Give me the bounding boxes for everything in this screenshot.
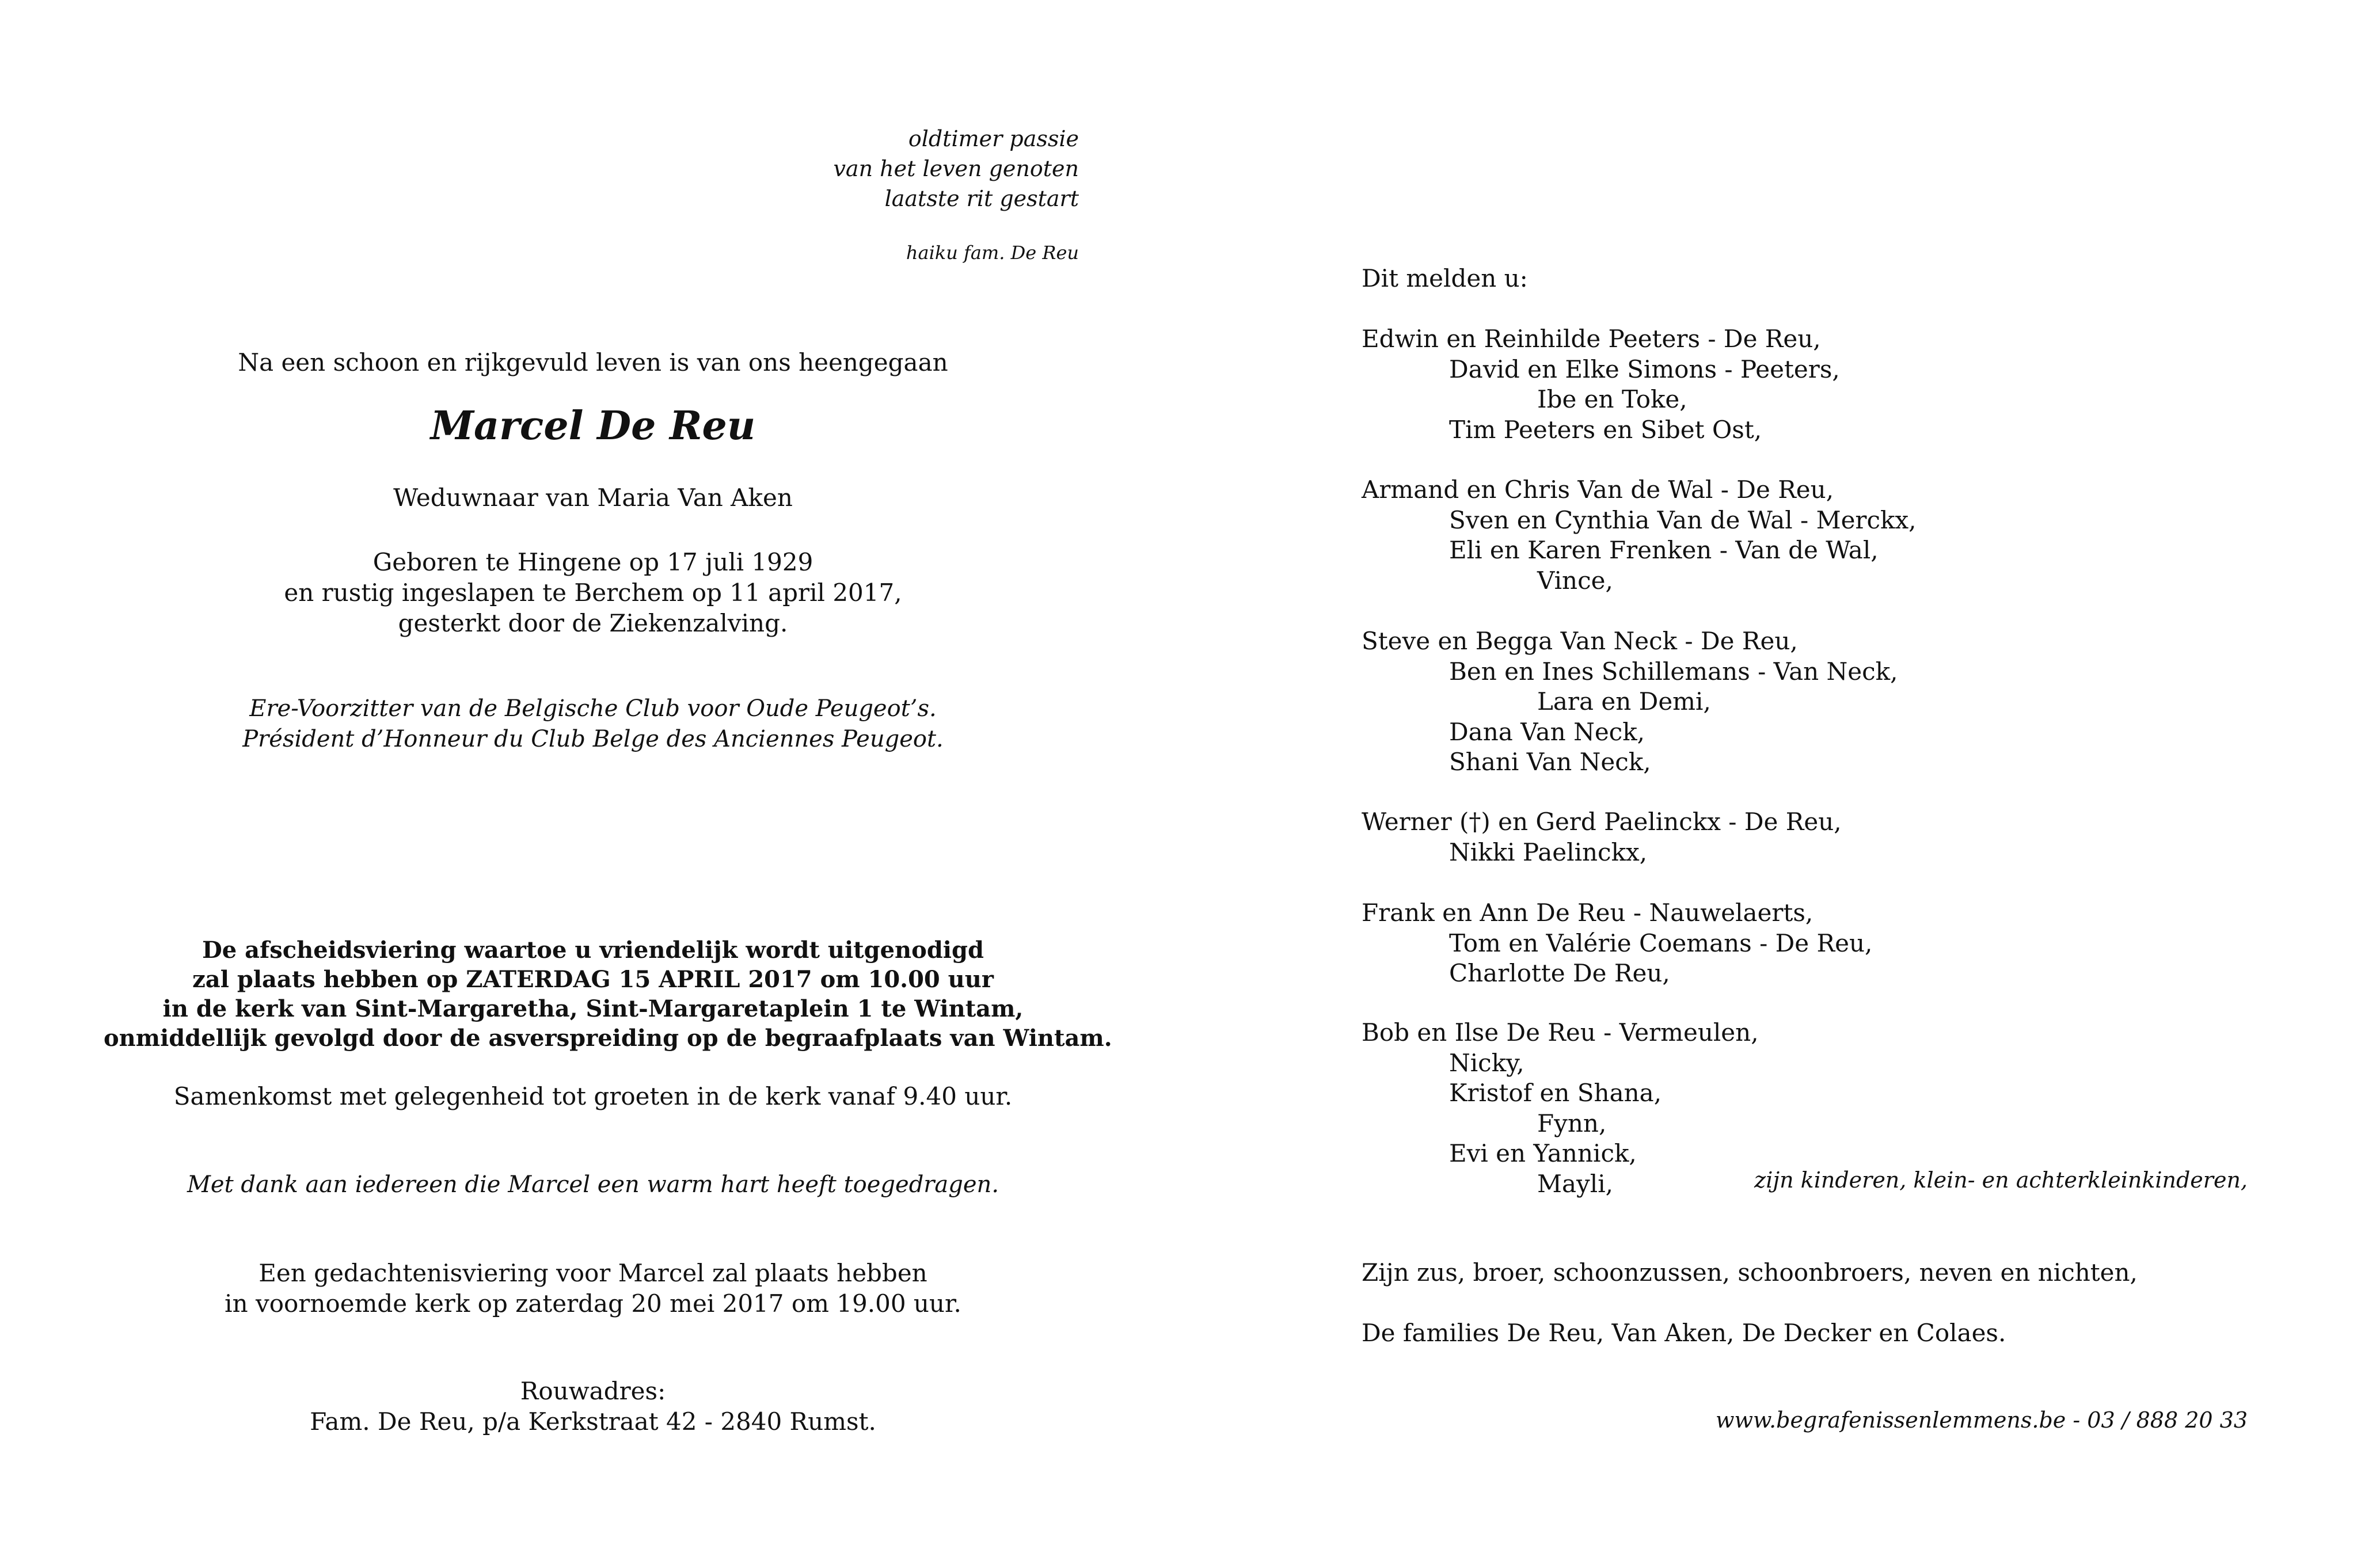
- birth-line: Geboren te Hingene op 17 juli 1929: [372, 548, 813, 576]
- ceremony-line: zal plaats hebben op ZATERDAG 15 APRIL 2017 om 10.00 uur: [192, 966, 994, 993]
- family-group: [1362, 807, 1842, 867]
- family-group: [1362, 626, 1898, 778]
- family-member: Nicky,: [1449, 1048, 1524, 1077]
- haiku-line: laatste rit gestart: [884, 186, 1079, 211]
- family-member: Ben en Ines Schillemans - Van Neck,: [1449, 657, 1898, 686]
- family-member: David en Elke Simons - Peeters,: [1449, 355, 1840, 383]
- family-member: Charlotte De Reu,: [1449, 959, 1670, 987]
- family-member: Steve en Begga Van Neck - De Reu,: [1362, 627, 1798, 655]
- family-member: Evi en Yannick,: [1449, 1139, 1637, 1167]
- family-member: Nikki Paelinckx,: [1449, 838, 1648, 866]
- family-member: Tom en Valérie Coemans - De Reu,: [1449, 928, 1873, 957]
- birth-death-info: [104, 547, 1082, 638]
- club-honors: [104, 694, 1082, 755]
- ceremony-line: onmiddellijk gevolgd door de asverspreiding op de begraafplaats van Wintam.: [104, 1025, 1112, 1052]
- family-member: Shani Van Neck,: [1449, 748, 1651, 776]
- family-member: Mayli,: [1537, 1169, 1613, 1198]
- family-group: [1362, 324, 1840, 445]
- haiku-line: oldtimer passie: [908, 126, 1079, 151]
- funeral-home-contact: www.begrafenissenlemmens.be - 03 / 888 20 33: [1715, 1407, 2248, 1433]
- gathering-text: Samenkomst met gelegenheid tot groeten in de kerk vanaf 9.40 uur.: [173, 1082, 1013, 1110]
- family-member: Ibe en Toke,: [1537, 385, 1687, 413]
- memorial-line: Een gedachtenisviering voor Marcel zal plaats hebben: [258, 1259, 927, 1287]
- family-member: Frank en Ann De Reu - Nauwelaerts,: [1362, 899, 1813, 927]
- family-member: Vince,: [1537, 566, 1613, 595]
- memorial-line: in voornoemde kerk op zaterdag 20 mei 2017 om 19.00 uur.: [225, 1289, 961, 1318]
- ceremony-line: in de kerk van Sint-Margaretha, Sint-Margaretaplein 1 te Wintam,: [162, 995, 1024, 1022]
- address-value: Fam. De Reu, p/a Kerkstraat 42 - 2840 Rumst.: [310, 1407, 876, 1436]
- family-member: Kristof en Shana,: [1449, 1079, 1662, 1107]
- deceased-name: Marcel De Reu: [430, 403, 756, 449]
- memorial-service: [104, 1258, 1082, 1319]
- family-member: Werner (†) en Gerd Paelinckx - De Reu,: [1362, 808, 1842, 836]
- club-line-fr: Président d’Honneur du Club Belge des Anciennes Peugeot.: [242, 726, 944, 752]
- family-member: Bob en Ilse De Reu - Vermeulen,: [1362, 1018, 1759, 1047]
- family-member: Armand en Chris Van de Wal - De Reu,: [1362, 475, 1834, 504]
- announce-heading: Dit melden u:: [1362, 264, 1528, 292]
- families-text: De families De Reu, Van Aken, De Decker en Colaes.: [1362, 1319, 2006, 1347]
- mourning-address: [104, 1376, 1082, 1437]
- family-member: Eli en Karen Frenken - Van de Wal,: [1449, 536, 1879, 564]
- address-label: Rouwadres:: [520, 1377, 666, 1405]
- club-line-nl: Ere-Voorzitter van de Belgische Club voor Oude Peugeot’s.: [249, 695, 937, 722]
- family-group: [1362, 475, 1917, 596]
- family-group: [1362, 1018, 1759, 1199]
- haiku: [833, 124, 1079, 214]
- ceremony-line: De afscheidsviering waartoe u vriendelijk wordt uitgenodigd: [202, 937, 984, 964]
- family-closing: zijn kinderen, klein- en achterkleinkinderen,: [1754, 1167, 2248, 1193]
- family-member: Edwin en Reinhilde Peeters - De Reu,: [1362, 325, 1821, 353]
- sacrament-line: gesterkt door de Ziekenzalving.: [398, 609, 788, 637]
- family-member: Sven en Cynthia Van de Wal - Merckx,: [1449, 505, 1917, 534]
- relatives-text: Zijn zus, broer, schoonzussen, schoonbroers, neven en nichten,: [1362, 1258, 2138, 1287]
- widow-text: Weduwnaar van Maria Van Aken: [393, 484, 793, 512]
- death-line: en rustig ingeslapen te Berchem op 11 april 2017,: [284, 579, 902, 607]
- haiku-credit: haiku fam. De Reu: [906, 242, 1079, 264]
- haiku-line: van het leven genoten: [833, 156, 1079, 181]
- thanks-text: Met dank aan iedereen die Marcel een warm hart heeft toegedragen.: [187, 1171, 999, 1198]
- family-member: Lara en Demi,: [1537, 687, 1711, 716]
- family-member: Dana Van Neck,: [1449, 717, 1645, 746]
- intro-text: Na een schoon en rijkgevuld leven is van ons heengegaan: [238, 348, 948, 376]
- ceremony-announcement: [104, 935, 1112, 1053]
- family-member: Tim Peeters en Sibet Ost,: [1449, 415, 1762, 444]
- family-group: [1362, 898, 1872, 989]
- family-member: Fynn,: [1537, 1109, 1607, 1137]
